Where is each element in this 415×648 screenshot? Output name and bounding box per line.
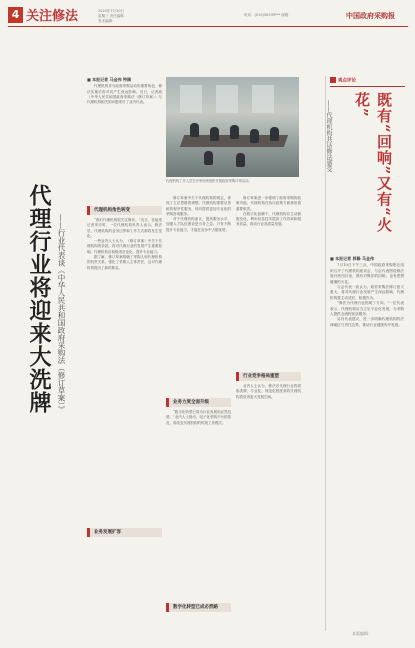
main-article-col-2 [166, 196, 231, 233]
main-headline: 代理行业将迎来大洗牌 [26, 184, 52, 414]
paragraph: 与会代表一致认为，政府采购法修订意义重大，将对代理行业发展产生深远影响，代理机构要主动适应、积极作为。 [330, 285, 404, 300]
photo-person [270, 127, 279, 141]
paragraph: 业内人士认为，修法后代理行业将面临洗牌，专业化、规范化程度高的代理机构将获得更大发展空间。 [236, 384, 301, 399]
section-heading: 行业竞争格局重塑 [236, 372, 301, 381]
photo-person [230, 125, 239, 139]
section-heading: 数字化转型已成必然路 [166, 603, 231, 612]
paragraph: “我们代理机构很关注修法。”近日，在接受记者采访时，一位代理机构负责人表示。修法后，代理机构的业务边界和工作方式都将发生变化。 [87, 218, 162, 238]
paragraph: 一些业内人士认为，《修订草案》中关于代理机构的条款，将对代理行业的发展产生重要影响。代理机构应积极适应变化，提升专业能力。 [87, 239, 162, 254]
section-heading: 业务发展扩容 [87, 528, 162, 537]
paragraph: 7月10日下午三点，中国政府采购报社组织召开了代理机构座谈会，与会代表围绕修法展开热烈讨论，既有对修法的回响，也有思想碰撞的火花。 [330, 263, 404, 284]
section-heading: 代理机构角色转变 [87, 206, 162, 215]
photo-person [236, 153, 245, 167]
photo-person [204, 151, 213, 165]
issue-editor: 星期三 责任编辑： [98, 14, 128, 18]
main-subheadline: ——行业代表谈《中华人民共和国政府采购法（修订草案）》 [57, 214, 66, 413]
side-byline: ■ 本报记者 郭静 马金伟 [330, 256, 374, 261]
issue-meta [98, 9, 127, 24]
photo-caption: 代理机构工作人员在评审现场组织开展政府采购评审活动。 [166, 179, 252, 183]
column-marker-icon [330, 77, 336, 83]
photo-person [210, 127, 219, 141]
paragraph: 据了解，修订草案明确了采购人和代理机构的权责关系，强化了采购人主体责任，这对代理机构提出了新的要求。 [87, 255, 162, 270]
page-editor: 本版编辑： [352, 631, 372, 636]
main-article-col-1b [87, 218, 162, 271]
intro-paragraph: 代理机构作为政府采购活动的重要角色，修法实施后将对其产生深远影响。近日，记者就《中华人民共和国政府采购法（修订草案）》与代理机构相关的问题采访了业内代表。 [87, 84, 162, 105]
main-article-col-1 [87, 77, 162, 105]
side-subheadline: ——代理机构共话修法感受 [325, 100, 332, 172]
paragraph: 修订草案中关于代理机构的规定，体现了立法思路的调整。代理机构需要从传统的程序性服务，转向提供更加专业化的采购咨询服务。 [166, 196, 231, 216]
side-column-rule [330, 86, 405, 87]
photo-person [190, 123, 199, 137]
photo-person [250, 129, 259, 143]
contact-info: 电话：(010)58335*** 邮箱： [244, 13, 292, 17]
masthead-rule [8, 26, 408, 27]
paragraph: “修法为代理行业指明了方向。”一位代表表示，代理机构应当立足专业化发展，为采购人提供全流程优质服务。 [330, 301, 404, 317]
main-article-col-2b [166, 410, 231, 426]
paragraph: 在数字化浪潮下，代理机构应主动拥抱变化，利用信息技术提高工作效率和服务质量，推动行业高质量发展。 [236, 211, 301, 227]
paragraph: “数字化转型已成为行业发展的必然趋势。”业内人士指出，电子化采购平台的普及，将改变代理机构的传统工作模式。 [166, 410, 231, 425]
paragraph: 对于代理机构而言，提高服务水平、加强人才队伍建设是当务之急。只有不断提升专业能力，才能在竞争中占据优势。 [166, 217, 231, 232]
main-byline: ■ 本报记者 马金伟 特稿 [87, 77, 131, 82]
page-number: 4 [8, 7, 23, 23]
masthead [8, 5, 408, 33]
side-article-body [330, 256, 404, 328]
side-column-label [330, 77, 405, 85]
issue-date: 2024年7月10日 [98, 9, 125, 13]
section-heading: 业务力度全面升级 [166, 398, 231, 407]
main-article-col-3b [236, 384, 301, 400]
news-photo [166, 77, 299, 177]
main-article-col-3 [236, 196, 301, 228]
paragraph: 修订草案进一步强调了政府采购的政策功能，代理机构在执行政策方面承担着重要职责。 [236, 196, 301, 211]
photo-window [180, 85, 202, 113]
issue-art-editor: 美术编辑： [98, 19, 116, 23]
paragraph: 另有代表建议，进一步明确代理机构的法律地位与责任边界，推动行业健康有序发展。 [330, 317, 404, 327]
photo-window [252, 85, 274, 113]
photo-window [216, 85, 238, 113]
section-title: 关注修法 [26, 9, 79, 24]
side-column-label-text: 观点评论 [338, 78, 356, 84]
side-headline: 既有“回响”又有“火花” [353, 92, 393, 233]
newspaper-logo: 中国政府采购报 [346, 11, 395, 20]
